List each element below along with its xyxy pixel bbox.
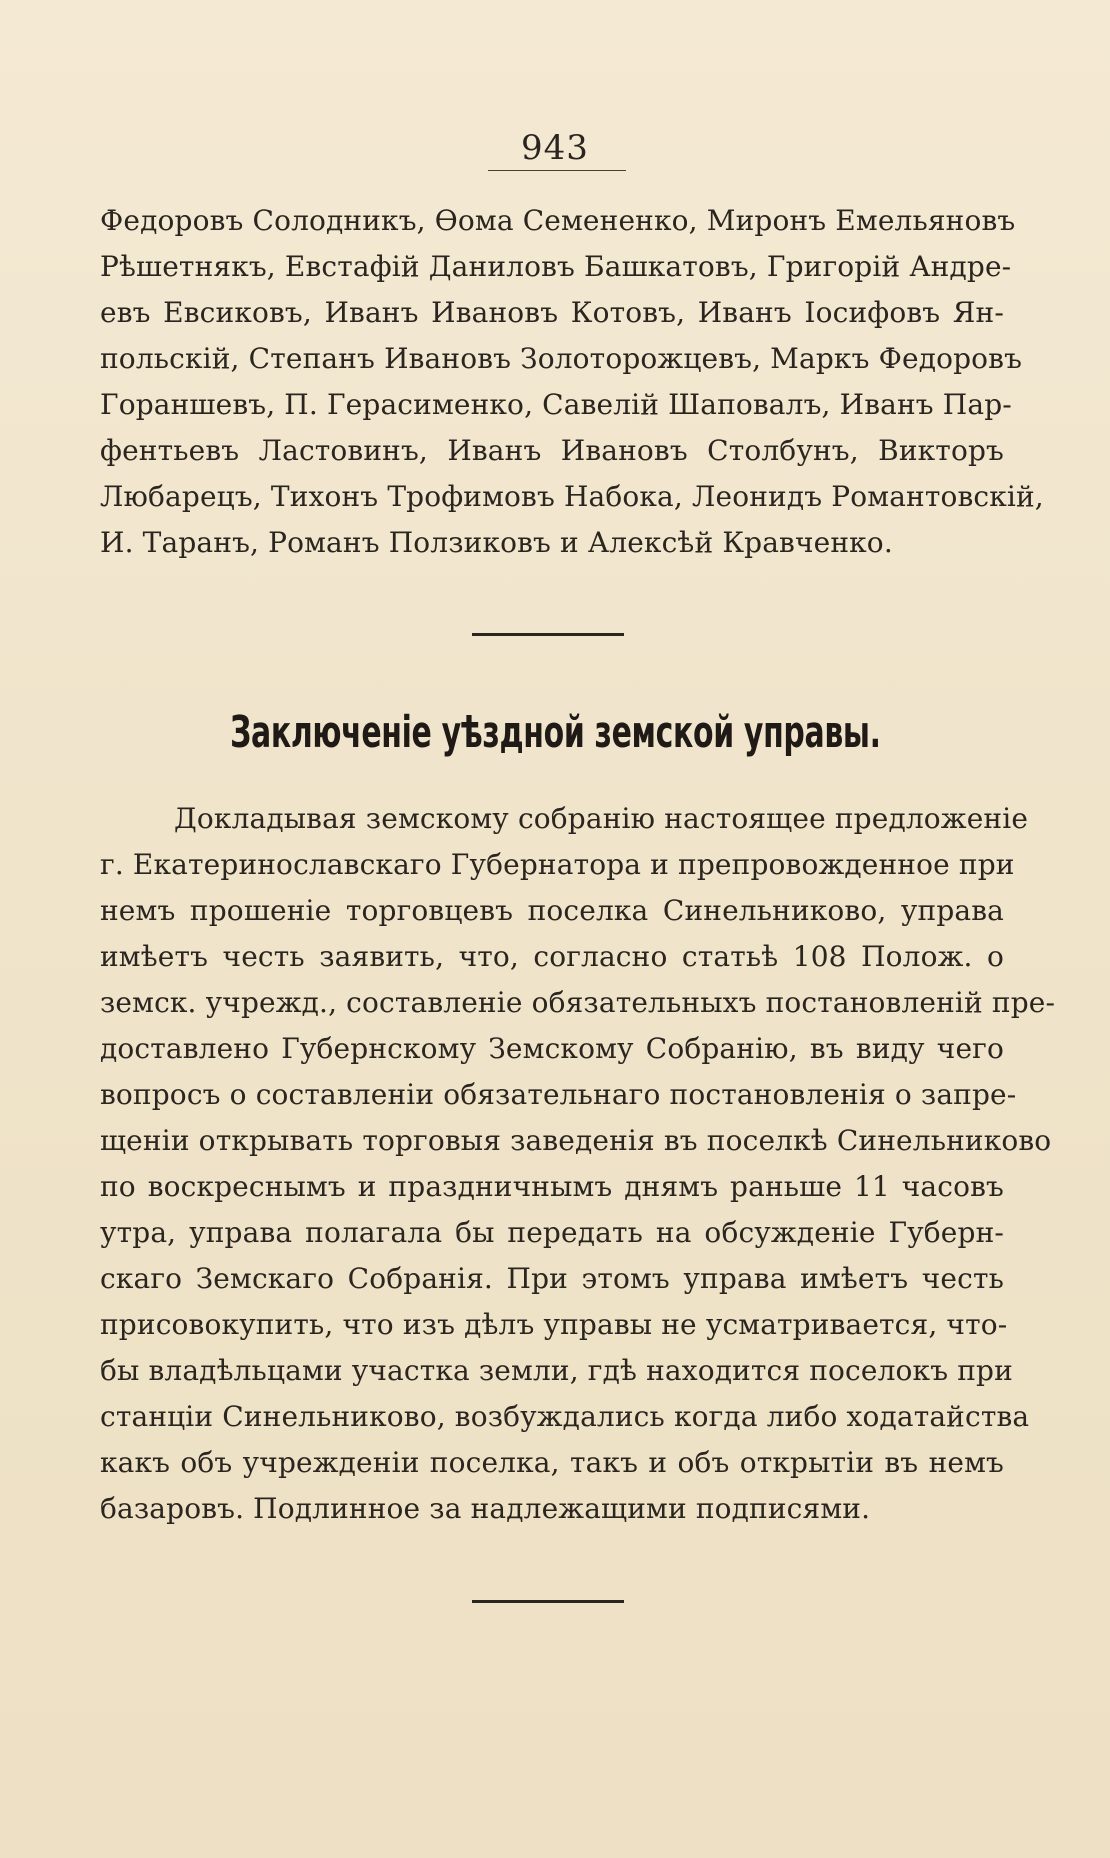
section-title-text: Заключеніе уѣздной земской управы. bbox=[229, 707, 881, 758]
paragraph-line: вопросъ о составленіи обязательнаго постановленія о запре- bbox=[100, 1078, 1017, 1111]
section-divider-bottom bbox=[472, 1600, 624, 1603]
paragraph-line: какъ объ учрежденіи поселка, такъ и объ открытіи въ немъ bbox=[100, 1446, 1004, 1479]
paragraph-line: утра, управа полагала бы передать на обсужденіе Губерн- bbox=[100, 1216, 1004, 1249]
paragraph-line: немъ прошеніе торговцевъ поселка Синельниково, управа bbox=[100, 894, 1004, 927]
page-number-underline bbox=[488, 170, 626, 171]
paragraph-line: Федоровъ Солодникъ, Ѳома Семененко, Миронъ Емельяновъ bbox=[100, 204, 1016, 237]
paragraph-line: станціи Синельниково, возбуждались когда либо ходатайства bbox=[100, 1400, 1030, 1433]
paragraph-line: доставлено Губернскому Земскому Собранію, въ виду чего bbox=[100, 1032, 1004, 1065]
paragraph-line: бы владѣльцами участка земли, гдѣ находится поселокъ при bbox=[100, 1354, 1013, 1387]
paragraph-line: фентьевъ Ластовинъ, Иванъ Ивановъ Столбунъ, Викторъ bbox=[100, 434, 1004, 467]
paragraph-line: щеніи открывать торговыя заведенія въ поселкѣ Синельниково bbox=[100, 1124, 1052, 1157]
paragraph-line: базаровъ. Подлинное за надлежащими подписями. bbox=[100, 1492, 871, 1525]
paragraph-line: Докладывая земскому собранію настоящее предложеніе bbox=[174, 802, 1029, 835]
page-number: 943 bbox=[521, 128, 589, 168]
paragraph-line: Гораншевъ, П. Герасименко, Савелій Шаповалъ, Иванъ Пар- bbox=[100, 388, 1012, 421]
paragraph-line: Рѣшетнякъ, Евстафій Даниловъ Башкатовъ, Григорій Андре- bbox=[100, 250, 1012, 283]
paragraph-line: скаго Земскаго Собранія. При этомъ управа имѣетъ честь bbox=[100, 1262, 1004, 1295]
paragraph-line: имѣетъ честь заявить, что, согласно статьѣ 108 Полож. о bbox=[100, 940, 1004, 973]
paragraph-line: Любарецъ, Тихонъ Трофимовъ Набока, Леонидъ Романтовскій, bbox=[100, 480, 1044, 513]
section-title bbox=[0, 700, 1110, 766]
paragraph-line: И. Таранъ, Романъ Ползиковъ и Алексѣй Кравченко. bbox=[100, 526, 893, 559]
paragraph-line: присовокупить, что изъ дѣлъ управы не усматривается, что- bbox=[100, 1308, 1008, 1341]
paragraph-line: г. Екатеринославскаго Губернатора и препровожденное при bbox=[100, 848, 1015, 881]
paragraph-line: польскій, Степанъ Ивановъ Золоторожцевъ, Маркъ Федоровъ bbox=[100, 342, 1023, 375]
paragraph-line: земск. учрежд., составленіе обязательныхъ постановленій пре- bbox=[100, 986, 1056, 1019]
section-divider-top bbox=[472, 633, 624, 636]
names-paragraph bbox=[100, 198, 1044, 566]
paragraph-line: по воскреснымъ и праздничнымъ днямъ раньше 11 часовъ bbox=[100, 1170, 1004, 1203]
report-paragraph bbox=[100, 796, 1056, 1532]
paragraph-line: евъ Евсиковъ, Иванъ Ивановъ Котовъ, Иванъ Іосифовъ Ян- bbox=[100, 296, 1004, 329]
